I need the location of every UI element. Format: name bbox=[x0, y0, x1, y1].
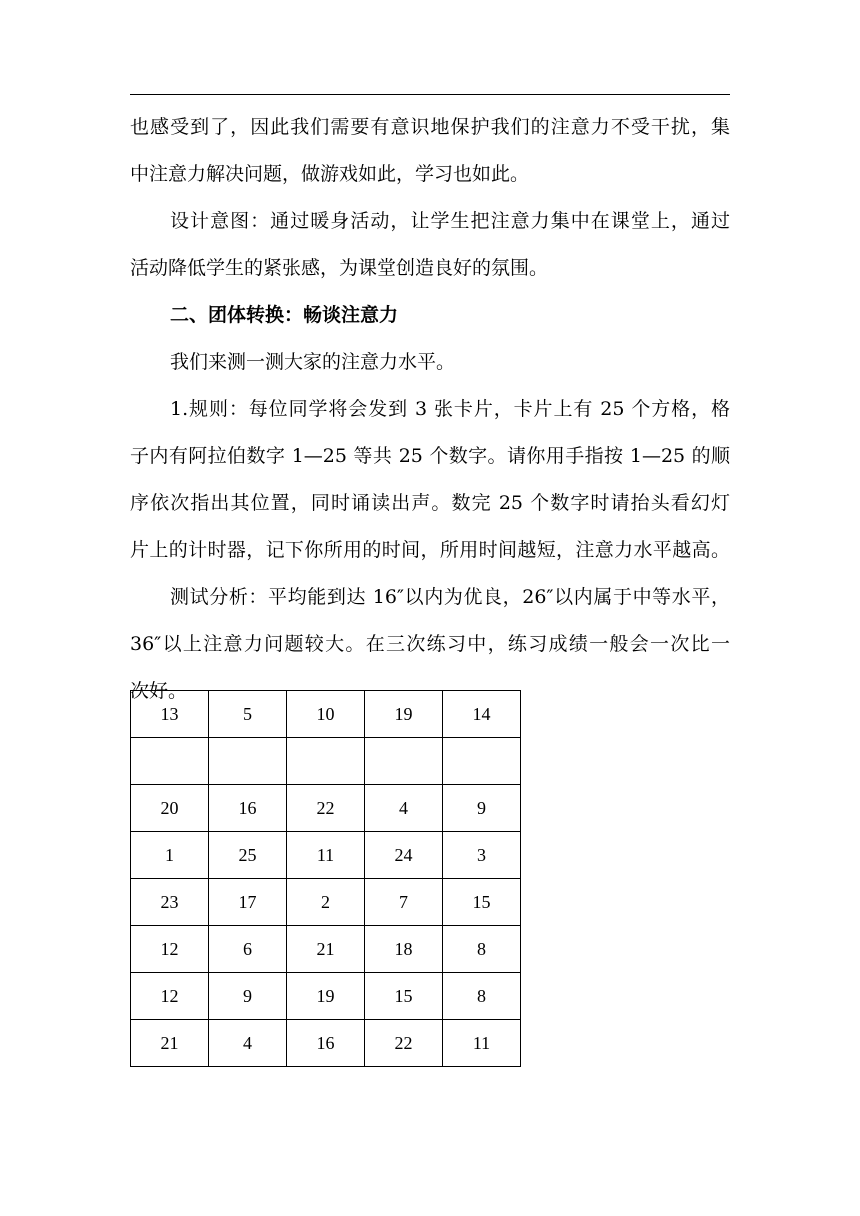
table-row bbox=[131, 785, 521, 832]
table-cell: 6 bbox=[209, 926, 287, 973]
table-cell: 11 bbox=[287, 832, 365, 879]
table-cell bbox=[365, 738, 443, 785]
table-cell: 19 bbox=[287, 973, 365, 1020]
table-cell: 2 bbox=[287, 879, 365, 926]
table-cell: 15 bbox=[443, 879, 521, 926]
paragraph-line: 36″以上注意力问题较大。在三次练习中，练习成绩一般会一次比一 bbox=[130, 633, 730, 655]
table-cell bbox=[131, 738, 209, 785]
table-cell: 14 bbox=[443, 691, 521, 738]
table-cell: 21 bbox=[287, 926, 365, 973]
table-cell: 23 bbox=[131, 879, 209, 926]
table-cell: 13 bbox=[131, 691, 209, 738]
table-cell bbox=[209, 738, 287, 785]
section-heading: 二、团体转换：畅谈注意力 bbox=[170, 304, 399, 326]
table-cell: 20 bbox=[131, 785, 209, 832]
table-row bbox=[131, 1020, 521, 1067]
table-cell: 1 bbox=[131, 832, 209, 879]
document-body bbox=[130, 104, 730, 715]
number-grid-table bbox=[130, 690, 521, 1067]
table-cell: 22 bbox=[287, 785, 365, 832]
rules-line: 1.规则：每位同学将会发到 3 张卡片，卡片上有 25 个方格，格 bbox=[170, 398, 730, 420]
paragraph-line: 也感受到了，因此我们需要有意识地保护我们的注意力不受干扰，集 bbox=[130, 116, 730, 138]
paragraph-line: 片上的计时器，记下你所用的时间，所用时间越短，注意力水平越高。 bbox=[130, 539, 730, 561]
paragraph-line: 活动降低学生的紧张感，为课堂创造良好的氛围。 bbox=[130, 257, 549, 279]
table-cell: 12 bbox=[131, 926, 209, 973]
analysis-line: 测试分析：平均能到达 16″以内为优良，26″以内属于中等水平， bbox=[170, 586, 730, 608]
paragraph-line: 中注意力解决问题，做游戏如此，学习也如此。 bbox=[130, 163, 530, 185]
table-cell: 16 bbox=[287, 1020, 365, 1067]
table-row bbox=[131, 832, 521, 879]
table-row bbox=[131, 738, 521, 785]
table-row bbox=[131, 879, 521, 926]
design-intent-line: 设计意图：通过暖身活动，让学生把注意力集中在课堂上，通过 bbox=[170, 210, 730, 232]
paragraph-line: 子内有阿拉伯数字 1—25 等共 25 个数字。请你用手指按 1—25 的顺 bbox=[130, 445, 730, 467]
table-cell: 7 bbox=[365, 879, 443, 926]
table-cell: 4 bbox=[209, 1020, 287, 1067]
table-cell: 18 bbox=[365, 926, 443, 973]
paragraph-line: 次好。 bbox=[130, 680, 188, 702]
table-cell: 24 bbox=[365, 832, 443, 879]
table-row bbox=[131, 691, 521, 738]
table-cell: 17 bbox=[209, 879, 287, 926]
table-cell: 8 bbox=[443, 973, 521, 1020]
table-row bbox=[131, 973, 521, 1020]
table-cell: 11 bbox=[443, 1020, 521, 1067]
table-cell bbox=[443, 738, 521, 785]
table-cell: 9 bbox=[443, 785, 521, 832]
table-cell: 16 bbox=[209, 785, 287, 832]
table-cell: 22 bbox=[365, 1020, 443, 1067]
table-cell: 10 bbox=[287, 691, 365, 738]
paragraph-line: 我们来测一测大家的注意力水平。 bbox=[170, 351, 456, 373]
table-cell: 15 bbox=[365, 973, 443, 1020]
table-cell: 4 bbox=[365, 785, 443, 832]
table-cell: 9 bbox=[209, 973, 287, 1020]
table-cell: 12 bbox=[131, 973, 209, 1020]
table-row bbox=[131, 926, 521, 973]
table-cell: 19 bbox=[365, 691, 443, 738]
header-rule bbox=[130, 94, 730, 95]
table-cell: 25 bbox=[209, 832, 287, 879]
table-cell: 5 bbox=[209, 691, 287, 738]
table-cell: 8 bbox=[443, 926, 521, 973]
table-cell: 3 bbox=[443, 832, 521, 879]
paragraph-line: 序依次指出其位置，同时诵读出声。数完 25 个数字时请抬头看幻灯 bbox=[130, 492, 730, 514]
table-cell bbox=[287, 738, 365, 785]
table-cell: 21 bbox=[131, 1020, 209, 1067]
